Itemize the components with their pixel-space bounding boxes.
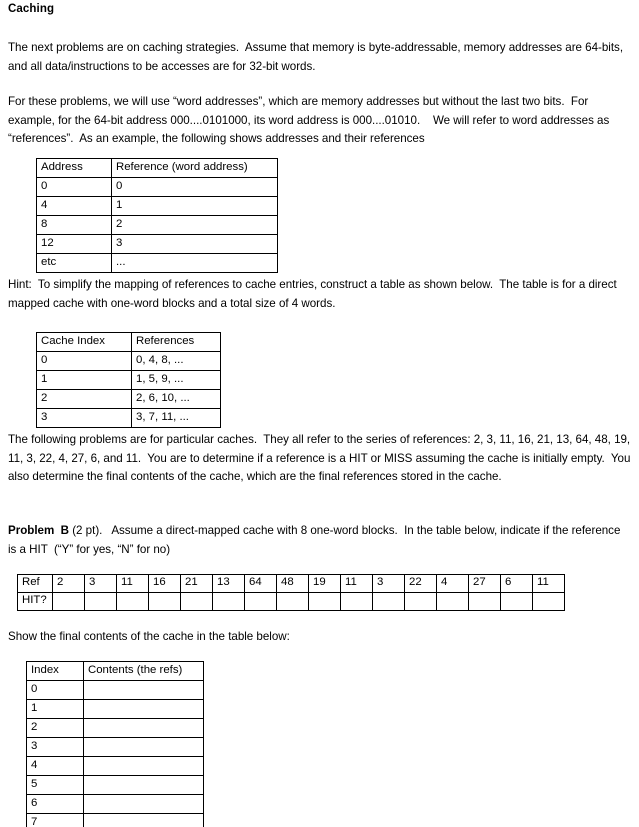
- column-header-cache-index: Cache Index: [37, 333, 132, 352]
- cell-reference: 27: [469, 575, 501, 593]
- cell-index: 6: [27, 795, 84, 814]
- row-label-ref: Ref: [18, 575, 53, 593]
- paragraph-intro: The next problems are on caching strategies. Assume that memory is byte-addressable, memory addresses are 64-bits, and all data/instructions to be accesses are for 32-bit words.: [8, 41, 627, 73]
- table-row: [27, 738, 204, 757]
- cell-references: 1, 5, 9, ...: [132, 371, 221, 390]
- paragraph-reference-series: The following problems are for particular caches. They all refer to the series of references: 2, 3, 11, 16, 21, 13, 64, 48, 19, 11, 3, 22, 4, 27, 6, and 11. You are to determine if a reference is a HIT or MISS assuming the cache is initially empty. You also determine the final contents of the cache, which are the final references stored in the cache.: [8, 433, 634, 483]
- cache-index-table: [36, 332, 221, 428]
- row-label-hit: HIT?: [18, 593, 53, 611]
- table-row: [27, 757, 204, 776]
- cell-address: 0: [37, 178, 112, 197]
- cell-cache-index: 0: [37, 352, 132, 371]
- hit-miss-table: [17, 574, 565, 611]
- paragraph-hint: Hint: To simplify the mapping of references to cache entries, construct a table as shown below. The table is for a direct mapped cache with one-word blocks and a total size of 4 words.: [8, 278, 620, 310]
- paragraph-word-addresses: For these problems, we will use “word addresses”, which are memory addresses but without the last two bits. For example, for the 64-bit address 000....0101000, its word address is 000....01010. We will refer to word addresses as “references”. As an example, the following shows addresses and their references: [8, 95, 613, 145]
- hit-answer-row: [18, 593, 565, 611]
- cell-references: 2, 6, 10, ...: [132, 390, 221, 409]
- cell-index: 0: [27, 681, 84, 700]
- cell-reference: 6: [501, 575, 533, 593]
- cell-references: 0, 4, 8, ...: [132, 352, 221, 371]
- address-table-body: [37, 159, 278, 273]
- table-row: [37, 235, 278, 254]
- table-row: [37, 216, 278, 235]
- cell-reference: 11: [117, 575, 149, 593]
- problem-b-label: Problem B: [8, 524, 70, 537]
- cell-hit-answer[interactable]: [533, 593, 565, 611]
- cell-reference: 4: [437, 575, 469, 593]
- cell-cache-index: 3: [37, 409, 132, 428]
- cell-contents[interactable]: [84, 738, 204, 757]
- cell-reference: 64: [245, 575, 277, 593]
- cell-contents[interactable]: [84, 681, 204, 700]
- cell-address: etc: [37, 254, 112, 273]
- cell-hit-answer[interactable]: [341, 593, 373, 611]
- cell-contents[interactable]: [84, 814, 204, 827]
- cell-hit-answer[interactable]: [405, 593, 437, 611]
- cell-address: 8: [37, 216, 112, 235]
- table-header-row: [37, 333, 221, 352]
- column-header-index: Index: [27, 662, 84, 681]
- cell-cache-index: 2: [37, 390, 132, 409]
- column-header-address: Address: [37, 159, 112, 178]
- cell-hit-answer[interactable]: [501, 593, 533, 611]
- cell-address: 4: [37, 197, 112, 216]
- cell-cache-index: 1: [37, 371, 132, 390]
- cell-contents[interactable]: [84, 719, 204, 738]
- cell-hit-answer[interactable]: [85, 593, 117, 611]
- table-row: [37, 352, 221, 371]
- cell-reference: 1: [112, 197, 278, 216]
- problem-b-text: (2 pt). Assume a direct-mapped cache with 8 one-word blocks. In the table below, indicate if the reference is a HIT (“Y” for yes, “N” for no): [8, 524, 624, 556]
- cell-reference: 19: [309, 575, 341, 593]
- cell-reference: 2: [53, 575, 85, 593]
- cell-reference: 3: [373, 575, 405, 593]
- cell-hit-answer[interactable]: [53, 593, 85, 611]
- cell-hit-answer[interactable]: [309, 593, 341, 611]
- page-title: Caching: [8, 3, 55, 15]
- table-row: [27, 719, 204, 738]
- cell-index: 2: [27, 719, 84, 738]
- address-reference-table: [36, 158, 278, 273]
- table-row: [37, 197, 278, 216]
- table-row: [27, 795, 204, 814]
- cell-reference: 2: [112, 216, 278, 235]
- cache-contents-table-body: [27, 662, 204, 827]
- cell-contents[interactable]: [84, 757, 204, 776]
- cell-index: 7: [27, 814, 84, 827]
- table-row: [37, 371, 221, 390]
- table-header-row: [27, 662, 204, 681]
- cell-reference: 22: [405, 575, 437, 593]
- cell-reference: 48: [277, 575, 309, 593]
- cell-address: 12: [37, 235, 112, 254]
- cell-hit-answer[interactable]: [149, 593, 181, 611]
- cache-index-table-body: [37, 333, 221, 428]
- cell-hit-answer[interactable]: [469, 593, 501, 611]
- table-row: [37, 178, 278, 197]
- cache-contents-table: [26, 661, 204, 827]
- cell-reference: 21: [181, 575, 213, 593]
- cell-reference: 11: [533, 575, 565, 593]
- reference-row: [18, 575, 565, 593]
- cell-index: 5: [27, 776, 84, 795]
- cell-reference: 16: [149, 575, 181, 593]
- cell-reference: ...: [112, 254, 278, 273]
- column-header-references: References: [132, 333, 221, 352]
- cell-hit-answer[interactable]: [437, 593, 469, 611]
- table-header-row: [37, 159, 278, 178]
- cell-hit-answer[interactable]: [245, 593, 277, 611]
- table-row: [37, 390, 221, 409]
- table-row: [27, 814, 204, 827]
- column-header-contents: Contents (the refs): [84, 662, 204, 681]
- cell-index: 1: [27, 700, 84, 719]
- paragraph-problem-b: [8, 522, 630, 559]
- cell-references: 3, 7, 11, ...: [132, 409, 221, 428]
- table-row: [27, 681, 204, 700]
- table-row: [37, 254, 278, 273]
- hit-miss-table-body: [18, 575, 565, 611]
- cell-index: 3: [27, 738, 84, 757]
- cell-hit-answer[interactable]: [373, 593, 405, 611]
- column-header-reference: Reference (word address): [112, 159, 278, 178]
- cell-reference: 13: [213, 575, 245, 593]
- cell-contents[interactable]: [84, 795, 204, 814]
- paragraph-show-contents: Show the final contents of the cache in the table below:: [8, 630, 290, 643]
- cell-contents[interactable]: [84, 700, 204, 719]
- cell-reference: 11: [341, 575, 373, 593]
- cell-contents[interactable]: [84, 776, 204, 795]
- cell-reference: 3: [112, 235, 278, 254]
- cell-hit-answer[interactable]: [277, 593, 309, 611]
- cell-hit-answer[interactable]: [213, 593, 245, 611]
- table-row: [27, 700, 204, 719]
- cell-hit-answer[interactable]: [117, 593, 149, 611]
- cell-index: 4: [27, 757, 84, 776]
- table-row: [37, 409, 221, 428]
- cell-reference: 3: [85, 575, 117, 593]
- table-row: [27, 776, 204, 795]
- cell-hit-answer[interactable]: [181, 593, 213, 611]
- cell-reference: 0: [112, 178, 278, 197]
